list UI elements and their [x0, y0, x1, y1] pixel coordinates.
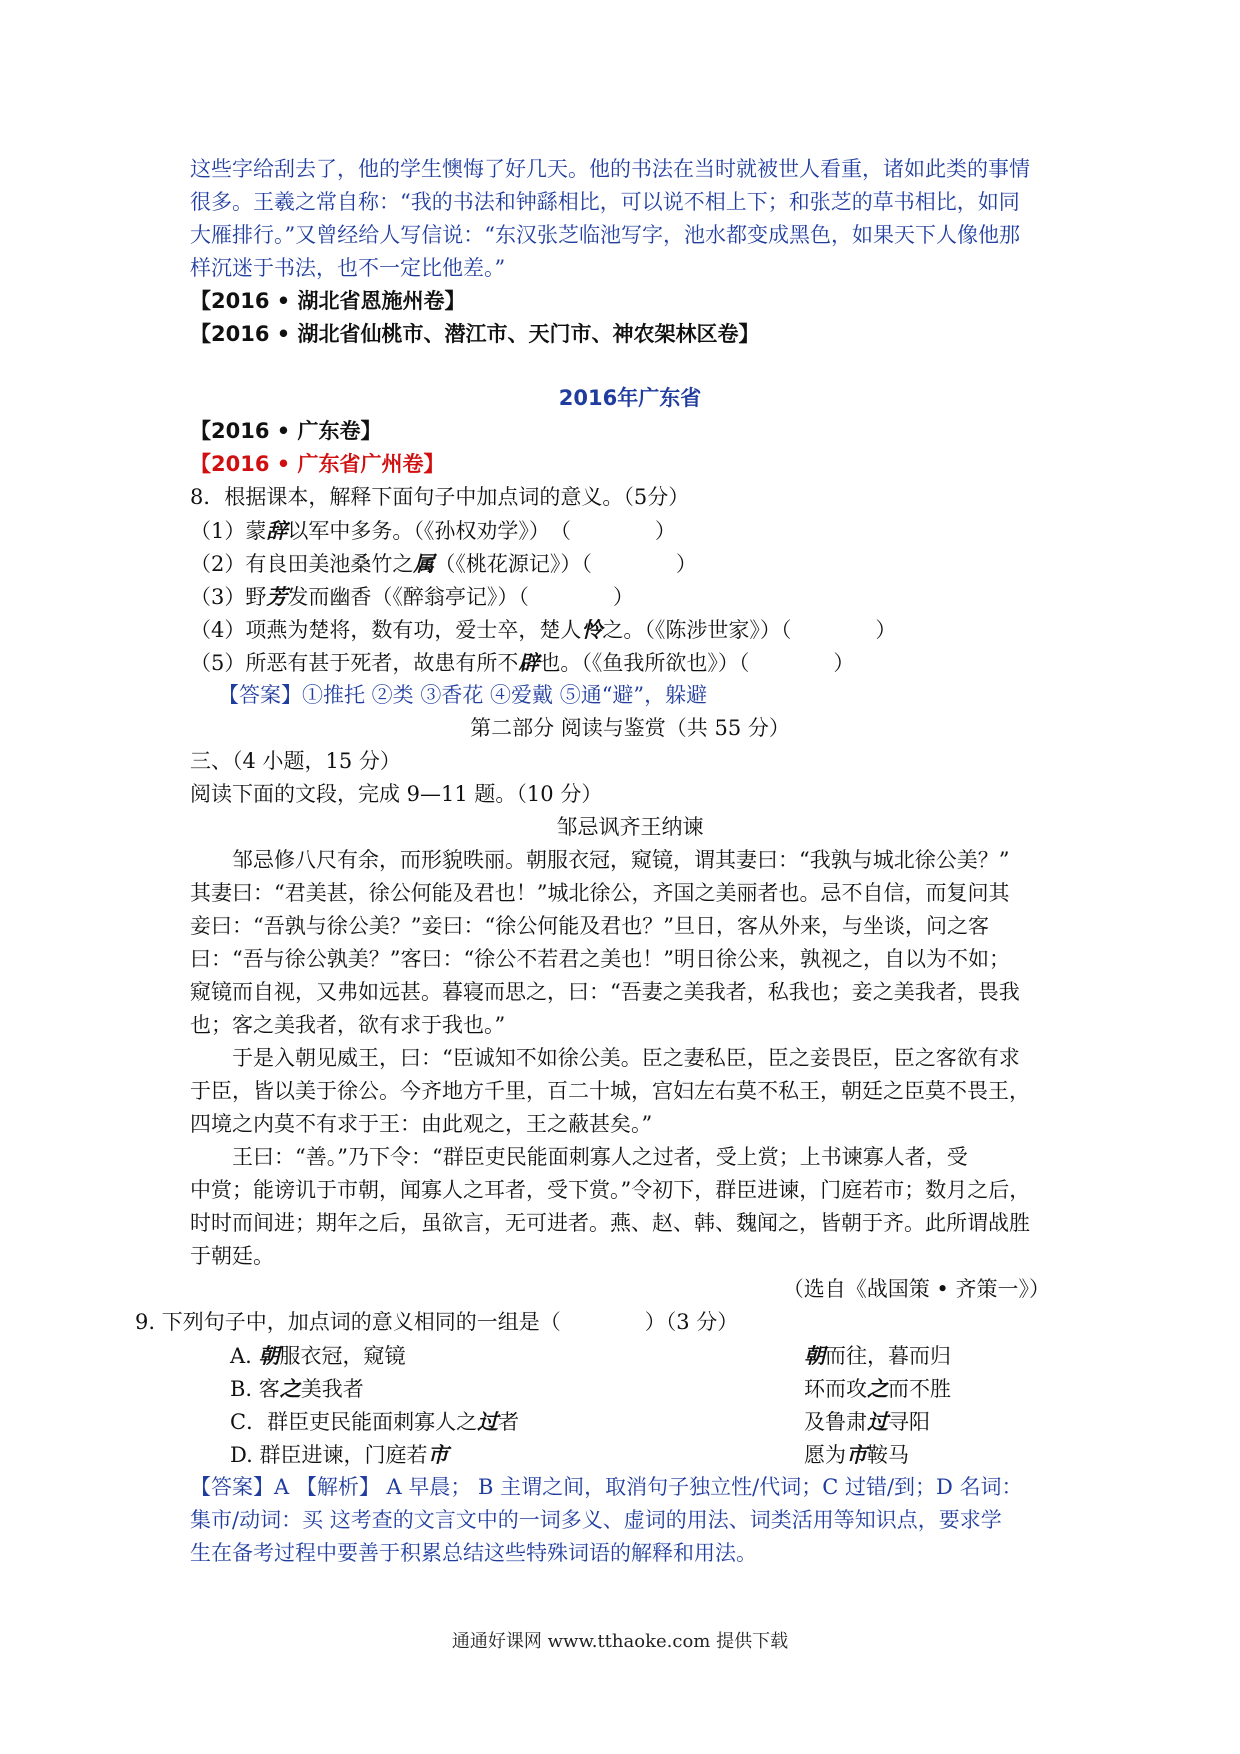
q8-item: （4）项燕为楚将，数有功，爱士卒，楚人怜之。（《陈涉世家》）（ ） — [190, 617, 897, 642]
section-3-heading: 三、（4 小题，15 分） — [190, 749, 401, 773]
reading-instruction: 阅读下面的文段，完成 9—11 题。（10 分） — [190, 782, 603, 806]
passage-title: 邹忌讽齐王纳谏 — [556, 815, 704, 839]
part2-title: 第二部分 阅读与鉴赏（共 55 分） — [470, 716, 790, 740]
passage-source: （选自《战国策 • 齐策一》） — [782, 1277, 1050, 1301]
passage-line: 邹忌修八尺有余，而形貌昳丽。朝服衣冠，窥镜，谓其妻曰：“我孰与城北徐公美？” — [232, 848, 1010, 872]
top-passage-line: 很多。王羲之常自称：“我的书法和钟繇相比，可以说不相上下；和张芝的草书相比，如同 — [190, 190, 1020, 214]
dotted-word: 之 — [279, 1376, 301, 1401]
dotted-word: 朝 — [258, 1343, 280, 1368]
passage-line: 妾曰：“吾孰与徐公美？”妾曰：“徐公何能及君也？”旦日，客从外来，与坐谈，问之客 — [190, 914, 989, 938]
q8-item: （5）所恶有甚于死者，故患有所不辟也。（《鱼我所欲也》）（ ） — [190, 650, 855, 675]
q9-answer — [190, 1471, 1070, 1570]
q8-stem: 8．根据课本，解释下面句子中加点词的意义。（5分） — [190, 485, 690, 509]
dotted-word: 过 — [867, 1409, 888, 1434]
top-passage-line: 大雁排行。”又曾经给人写信说：“东汉张芝临池写字，池水都变成黑色，如果天下人像他那 — [190, 223, 1020, 247]
q9-answer-line: 生在备考过程中要善于积累总结这些特殊词语的解释和用法。 — [190, 1541, 757, 1565]
heading-guangzhou: 【2016 • 广东省广州卷】 — [190, 452, 445, 476]
q8-item: （3）野芳发而幽香（《醉翁亭记》）（ ） — [190, 584, 634, 609]
dotted-word: 怜 — [581, 617, 603, 642]
top-passage-line: 这些字给刮去了，他的学生懊悔了好几天。他的书法在当时就被世人看重，诸如此类的事情 — [190, 157, 1030, 181]
dotted-word: 之 — [867, 1376, 888, 1401]
q9-option-d: D. 群臣进谏，门庭若市 愿为市鞍马 — [230, 1442, 909, 1467]
section-title: 2016年广东省 — [558, 386, 702, 410]
q9-stem: 9. 下列句子中，加点词的意义相同的一组是（ ）（3 分） — [135, 1310, 739, 1334]
q9-answer-line: 集市/动词：买 这考查的文言文中的一词多义、虚词的用法、词类活用等知识点，要求学 — [190, 1508, 1002, 1532]
passage-line: 王曰：“善。”乃下令：“群臣吏民能面刺寡人之过者，受上赏；上书谏寡人者，受 — [232, 1145, 968, 1169]
passage-line: 于朝廷。 — [190, 1244, 274, 1268]
page-footer: 通通好课网 www.tthaoke.com 提供下载 — [451, 1631, 789, 1652]
dotted-word: 属 — [413, 551, 435, 576]
q8-answer: 【答案】①推托 ②类 ③香花 ④爱戴 ⑤通“避”，躲避 — [218, 683, 708, 707]
q9-option-a: A. 朝服衣冠，窥镜 朝而往，暮而归 — [230, 1343, 951, 1368]
heading-guangdong: 【2016 • 广东卷】 — [190, 419, 382, 443]
dotted-word: 辟 — [518, 650, 540, 675]
passage-line: 曰：“吾与徐公孰美？”客曰：“徐公不若君之美也！”明日徐公来，孰视之，自以为不如； — [190, 947, 1010, 971]
passage-line: 四境之内莫不有求于王：由此观之，王之蔽甚矣。” — [190, 1112, 653, 1136]
q9-answer-line: 【答案】A 【解析】 A 早晨； B 主谓之间，取消句子独立性/代词；C 过错/到；D 名词： — [190, 1475, 1023, 1499]
q9-option-c: C．群臣吏民能面刺寡人之过者 及鲁肃过寻阳 — [230, 1409, 930, 1434]
heading-hubei-xiantao: 【2016 • 湖北省仙桃市、潜江市、天门市、神农架林区卷】 — [190, 322, 760, 346]
passage-line: 其妻曰：“君美甚，徐公何能及君也！”城北徐公，齐国之美丽者也。忌不自信，而复问其 — [190, 881, 1010, 905]
passage-line: 也；客之美我者，欲有求于我也。” — [190, 1013, 506, 1037]
passage-line: 时时而间进；期年之后，虽欲言，无可进者。燕、赵、韩、魏闻之，皆朝于齐。此所谓战胜 — [190, 1211, 1030, 1235]
q9-option-b: B. 客之美我者 环而攻之而不胜 — [230, 1376, 951, 1401]
classical-passage — [190, 844, 1070, 1273]
dotted-word: 市 — [427, 1442, 449, 1467]
passage-line: 于是入朝见威王，曰：“臣诚知不如徐公美。臣之妻私臣，臣之妾畏臣，臣之客欲有求 — [232, 1046, 1020, 1070]
dotted-word: 辞 — [266, 518, 288, 543]
top-passage — [190, 153, 1070, 285]
dotted-word: 朝 — [804, 1343, 825, 1368]
q8-item: （1）蒙辞以军中多务。（《孙权劝学》） （ ） — [190, 518, 676, 543]
passage-line: 于臣，皆以美于徐公。今齐地方千里，百二十城，宫妇左右莫不私王，朝廷之臣莫不畏王， — [190, 1079, 1030, 1103]
heading-hubei-enshi: 【2016 • 湖北省恩施州卷】 — [190, 289, 466, 313]
question-8 — [190, 481, 1070, 712]
passage-line: 中赏；能谤讥于市朝，闻寡人之耳者，受下赏。”令初下，群臣进谏，门庭若市；数月之后， — [190, 1178, 1031, 1202]
q8-item: （2）有良田美池桑竹之属（《桃花源记》）（ ） — [190, 551, 697, 576]
dotted-word: 市 — [846, 1442, 867, 1467]
passage-line: 窥镜而自视，又弗如远甚。暮寝而思之，曰：“吾妻之美我者，私我也；妾之美我者，畏我 — [190, 980, 1020, 1004]
dotted-word: 芳 — [266, 584, 288, 609]
dotted-word: 过 — [477, 1409, 499, 1434]
top-passage-line: 样沉迷于书法，也不一定比他差。” — [190, 256, 506, 280]
